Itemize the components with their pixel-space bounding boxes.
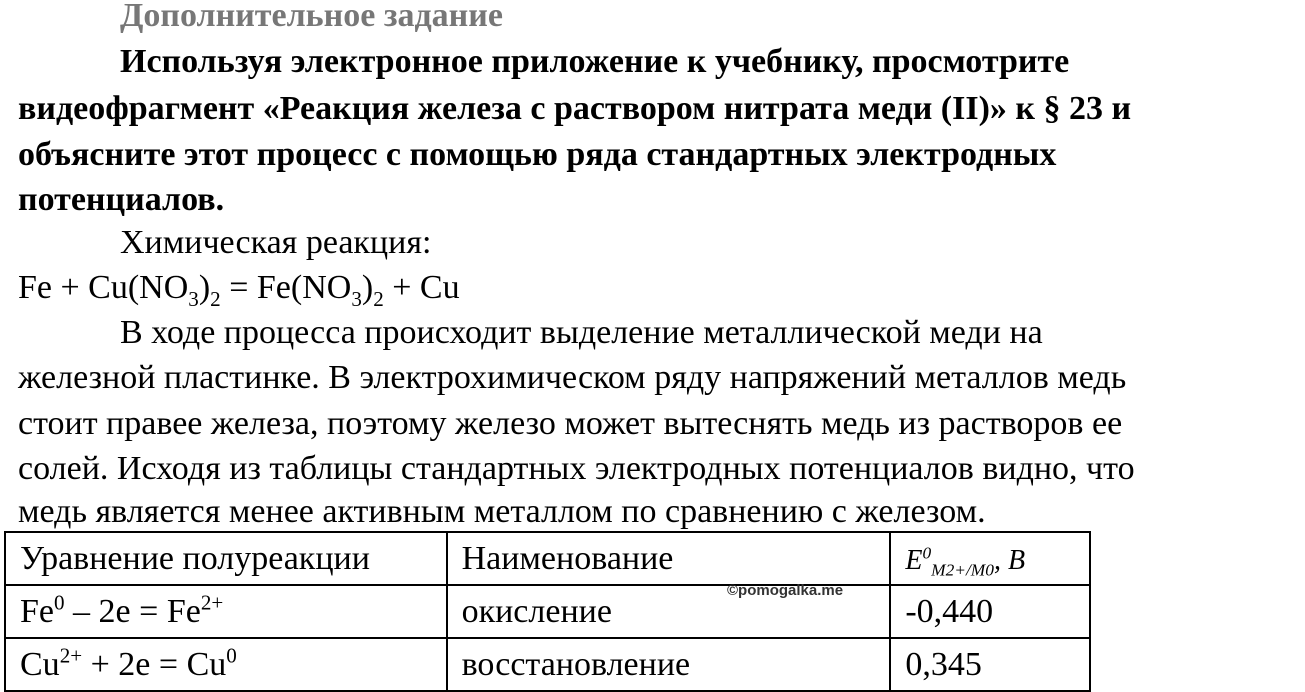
table-row	[5, 638, 1090, 691]
task-line-4: потенциалов.	[18, 181, 225, 218]
table-row	[5, 585, 1090, 638]
header-potential: $E^0_{M2+/M0}$, B	[890, 532, 1090, 585]
task-line-2: видеофрагмент «Реакция железа с раствором нитрата меди (II)» к § 23 и	[18, 90, 1132, 127]
row-equation: $Fe^0 - 2e = Fe^{2+}$	[5, 585, 447, 638]
header-equation: Уравнение полуреакции	[5, 532, 447, 585]
row-value: 0,345	[890, 638, 1090, 691]
half-reaction-table	[4, 531, 1091, 692]
explanation-line-1: В ходе процесса происходит выделение металлической меди на	[120, 314, 1043, 351]
explanation-line-5: медь является менее активным металлом по сравнению с железом.	[18, 493, 986, 530]
reaction-label: Химическая реакция:	[120, 224, 432, 261]
explanation-line-3: стоит правее железа, поэтому железо может вытеснять медь из растворов ее	[18, 405, 1123, 442]
row-name: окисление	[447, 585, 891, 638]
table-header-row	[5, 532, 1090, 585]
reaction-equation: $Fe + Cu(NO_3)_2 = Fe(NO_3)_2 + Cu$	[18, 269, 460, 311]
heading: Дополнительное задание	[120, 0, 503, 34]
row-equation: $Cu^{2+} + 2e = Cu^0$	[5, 638, 447, 691]
task-line-1: Используя электронное приложение к учебнику, просмотрите	[120, 43, 1070, 80]
explanation-line-2: железной пластинке. В электрохимическом ряду напряжений металлов медь	[18, 359, 1127, 396]
row-value: -0,440	[890, 585, 1090, 638]
row-name: восстановление	[447, 638, 891, 691]
header-name: Наименование	[447, 532, 891, 585]
task-line-3: объясните этот процесс с помощью ряда стандартных электродных	[18, 136, 1057, 173]
watermark: ©pomogalka.me	[727, 582, 844, 599]
explanation-line-4: солей. Исходя из таблицы стандартных электродных потенциалов видно, что	[18, 450, 1135, 487]
